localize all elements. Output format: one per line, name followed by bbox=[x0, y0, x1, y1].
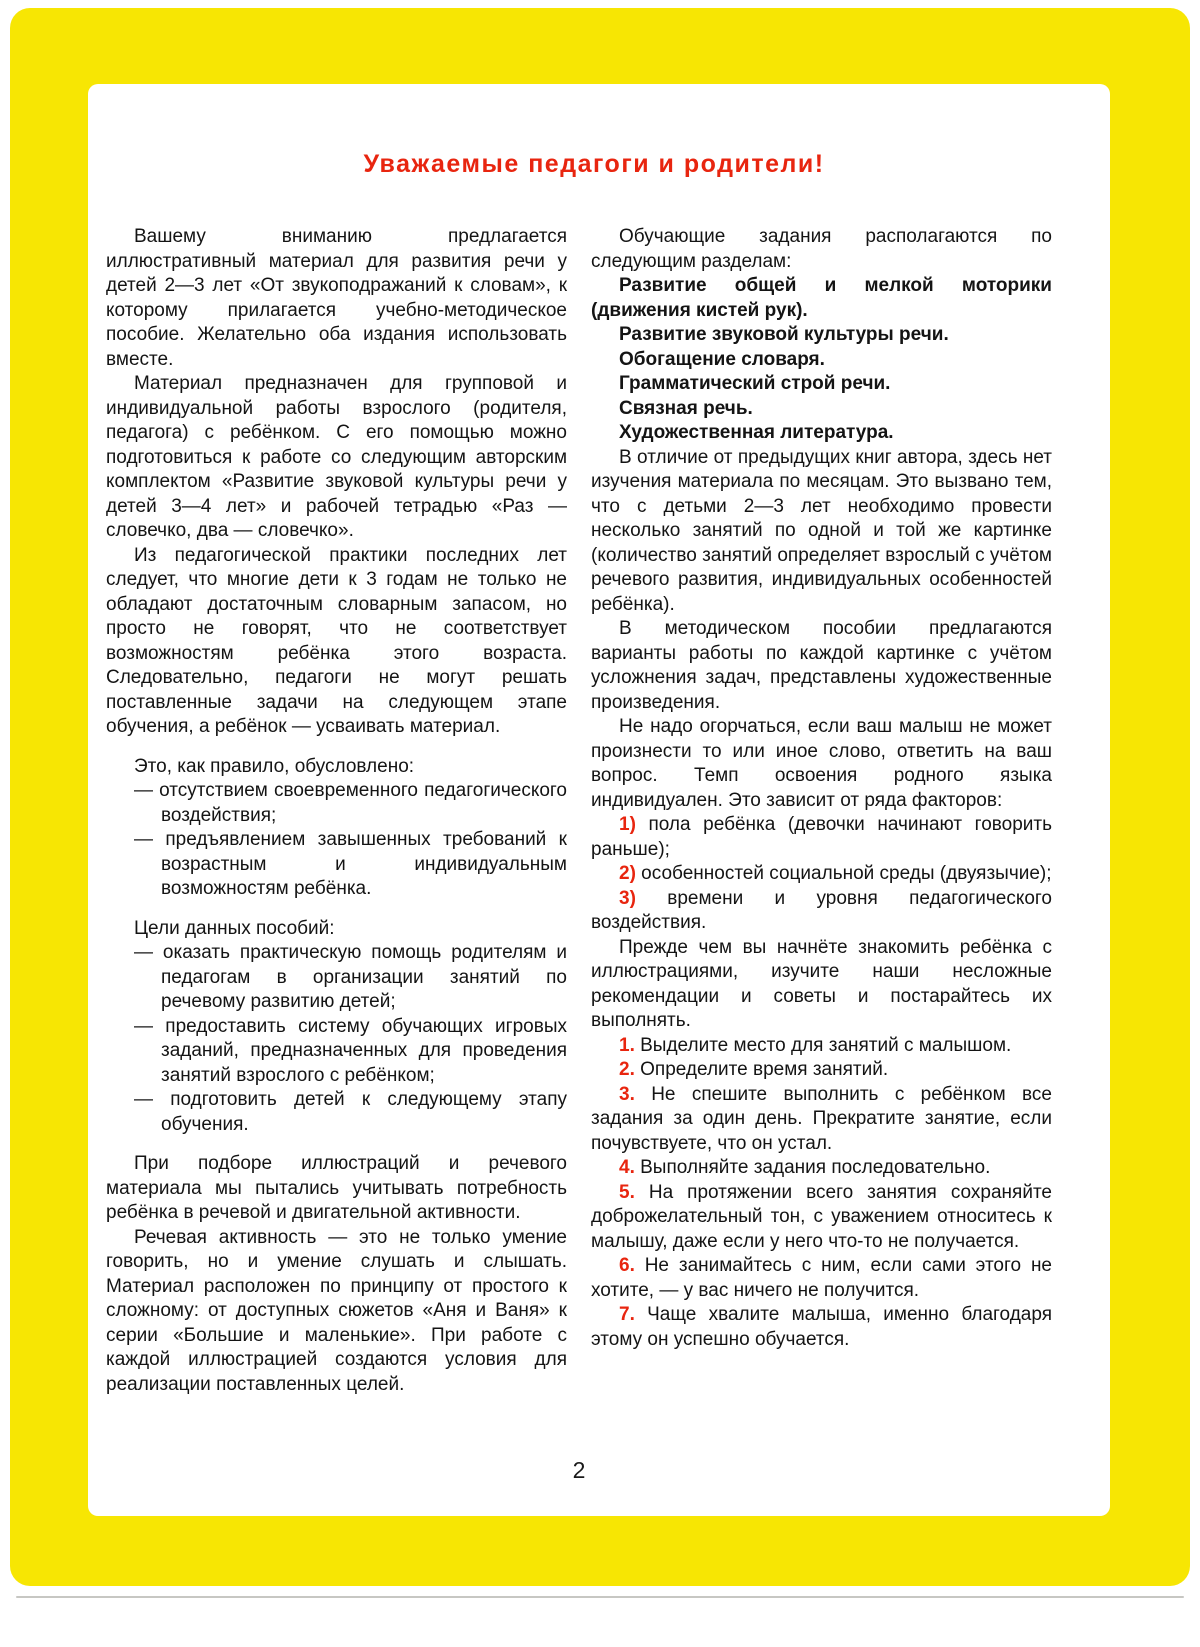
page-title: Уважаемые педагоги и родители! bbox=[363, 150, 825, 178]
paragraph: Обучающие задания располагаются по следующим разделам: bbox=[591, 226, 1052, 272]
list-item: — подготовить детей к следующему этапу обучения. bbox=[134, 1089, 567, 1135]
numbered-item: 4. Выполняйте задания последовательно. bbox=[619, 1157, 991, 1178]
numbered-item: 5. На протяжении всего занятия сохраняйте доброжелательный тон, с уважением относитесь к малышу, даже если у него что-то не получается. bbox=[591, 1181, 1052, 1252]
section-heading: Развитие общей и мелкой моторики (движения кистей рук). bbox=[591, 275, 1052, 321]
page-edge-line bbox=[16, 1596, 1184, 1598]
paragraph: В методическом пособии предлагаются варианты работы по каждой картинке с учётом усложнения задач, представлены художественные произведения. bbox=[591, 618, 1052, 713]
numbered-item: 1. Выделите место для занятий с малышом. bbox=[619, 1034, 1012, 1056]
item-number: 1) bbox=[619, 814, 636, 835]
paragraph: В отличие от предыдущих книг автора, здесь нет изучения материала по месяцам. Это вызвано тем, что с детьми 2—3 лет необходимо провести несколько занятий по одной и той же картинке (количество занятий определяет взрослый с учётом речевого развития, индивидуальных особенностей ребёнка). bbox=[591, 446, 1052, 615]
page-sheet bbox=[88, 84, 1110, 1516]
text-columns bbox=[106, 225, 1052, 1397]
list-item: — оказать практическую помощь родителям и педагогам в организации занятий по речевому развитию детей; bbox=[134, 942, 567, 1012]
item-number: 6. bbox=[619, 1255, 635, 1276]
item-number: 2) bbox=[619, 863, 636, 884]
list-item: — предъявлением завышенных требований к возрастным и индивидуальным возможностям ребёнка. bbox=[134, 829, 567, 899]
section-heading: Развитие звуковой культуры речи. bbox=[619, 324, 949, 345]
numbered-item: 3) времени и уровня педагогического воздействия. bbox=[591, 887, 1052, 933]
left-column bbox=[106, 225, 567, 1397]
numbered-item: 2) особенностей социальной среды (двуязычие); bbox=[619, 863, 1052, 884]
numbered-item: 2. Определите время занятий. bbox=[619, 1059, 889, 1080]
item-number: 5. bbox=[619, 1181, 635, 1203]
item-number: 7. bbox=[619, 1304, 635, 1325]
paragraph: При подборе иллюстраций и речевого материала мы пытались учитывать потребность ребёнка в речевой и двигательной активности. bbox=[106, 1153, 567, 1223]
item-number: 3) bbox=[619, 887, 636, 909]
numbered-item: 7. Чаще хвалите малыша, именно благодаря этому он успешно обучается. bbox=[591, 1304, 1052, 1350]
list-item: — отсутствием своевременного педагогического воздействия; bbox=[134, 780, 567, 826]
paragraph: Не надо огорчаться, если ваш малыш не может произнести то или иное слово, ответить на ваш вопрос. Темп освоения родного языка индивидуален. Это зависит от ряда факторов: bbox=[591, 716, 1052, 811]
page-number: 2 bbox=[572, 1457, 586, 1483]
paragraph: Вашему вниманию предлагается иллюстративный материал для развития речи у детей 2—3 лет «От звукоподражаний к словам», к которому прилагается учебно-методическое пособие. Желательно оба издания использовать вместе. bbox=[106, 226, 567, 370]
paragraph: Речевая активность — это не только умение говорить, но и умение слушать и слышать. Материал расположен по принципу от простого к сложному: от доступных сюжетов «Аня и Ваня» к серии «Большие и маленькие». При работе с каждой иллюстрацией создаются условия для реализации поставленных целей. bbox=[106, 1226, 567, 1395]
section-heading: Художественная литература. bbox=[619, 422, 894, 443]
item-number: 3. bbox=[619, 1083, 635, 1105]
paragraph: Из педагогической практики последних лет следует, что многие дети к 3 годам не только не обладают достаточным словарным запасом, но просто не говорят, что не соответствует возможностям ребёнка этого возраста. Следовательно, педагоги не могут решать поставленные задачи на следующем этапе обучения, а ребёнок — усваивать материал. bbox=[106, 544, 567, 737]
section-heading: Обогащение словаря. bbox=[619, 348, 825, 370]
paragraph: Цели данных пособий: bbox=[134, 917, 335, 939]
section-heading: Грамматический строй речи. bbox=[619, 373, 891, 394]
item-number: 2. bbox=[619, 1059, 635, 1080]
numbered-item: 3. Не спешите выполнить с ребёнком все задания за один день. Прекратите занятие, если почувствуете, что он устал. bbox=[591, 1083, 1052, 1154]
numbered-item: 6. Не занимайтесь с ним, если сами этого не хотите, — у вас ничего не получится. bbox=[591, 1255, 1052, 1301]
item-number: 4. bbox=[619, 1157, 635, 1178]
right-column bbox=[591, 225, 1052, 1397]
paragraph: Прежде чем вы начнёте знакомить ребёнка с иллюстрациями, изучите наши несложные рекомендации и советы и постарайтесь их выполнять. bbox=[591, 936, 1052, 1031]
section-heading: Связная речь. bbox=[619, 397, 753, 419]
paragraph: Это, как правило, обусловлено: bbox=[134, 755, 415, 777]
yellow-cover bbox=[10, 8, 1190, 1586]
list-item: — предоставить систему обучающих игровых заданий, предназначенных для проведения занятий взрослого с ребёнком; bbox=[134, 1015, 567, 1086]
numbered-item: 1) пола ребёнка (девочки начинают говорить раньше); bbox=[591, 814, 1052, 860]
item-number: 1. bbox=[619, 1034, 635, 1056]
paragraph: Материал предназначен для групповой и индивидуальной работы взрослого (родителя, педагога) с ребёнком. С его помощью можно подготовиться к работе со следующим авторским комплектом «Развитие звуковой культуры речи у детей 3—4 лет» и рабочей тетрадью «Раз — словечко, два — словечко». bbox=[106, 373, 567, 541]
